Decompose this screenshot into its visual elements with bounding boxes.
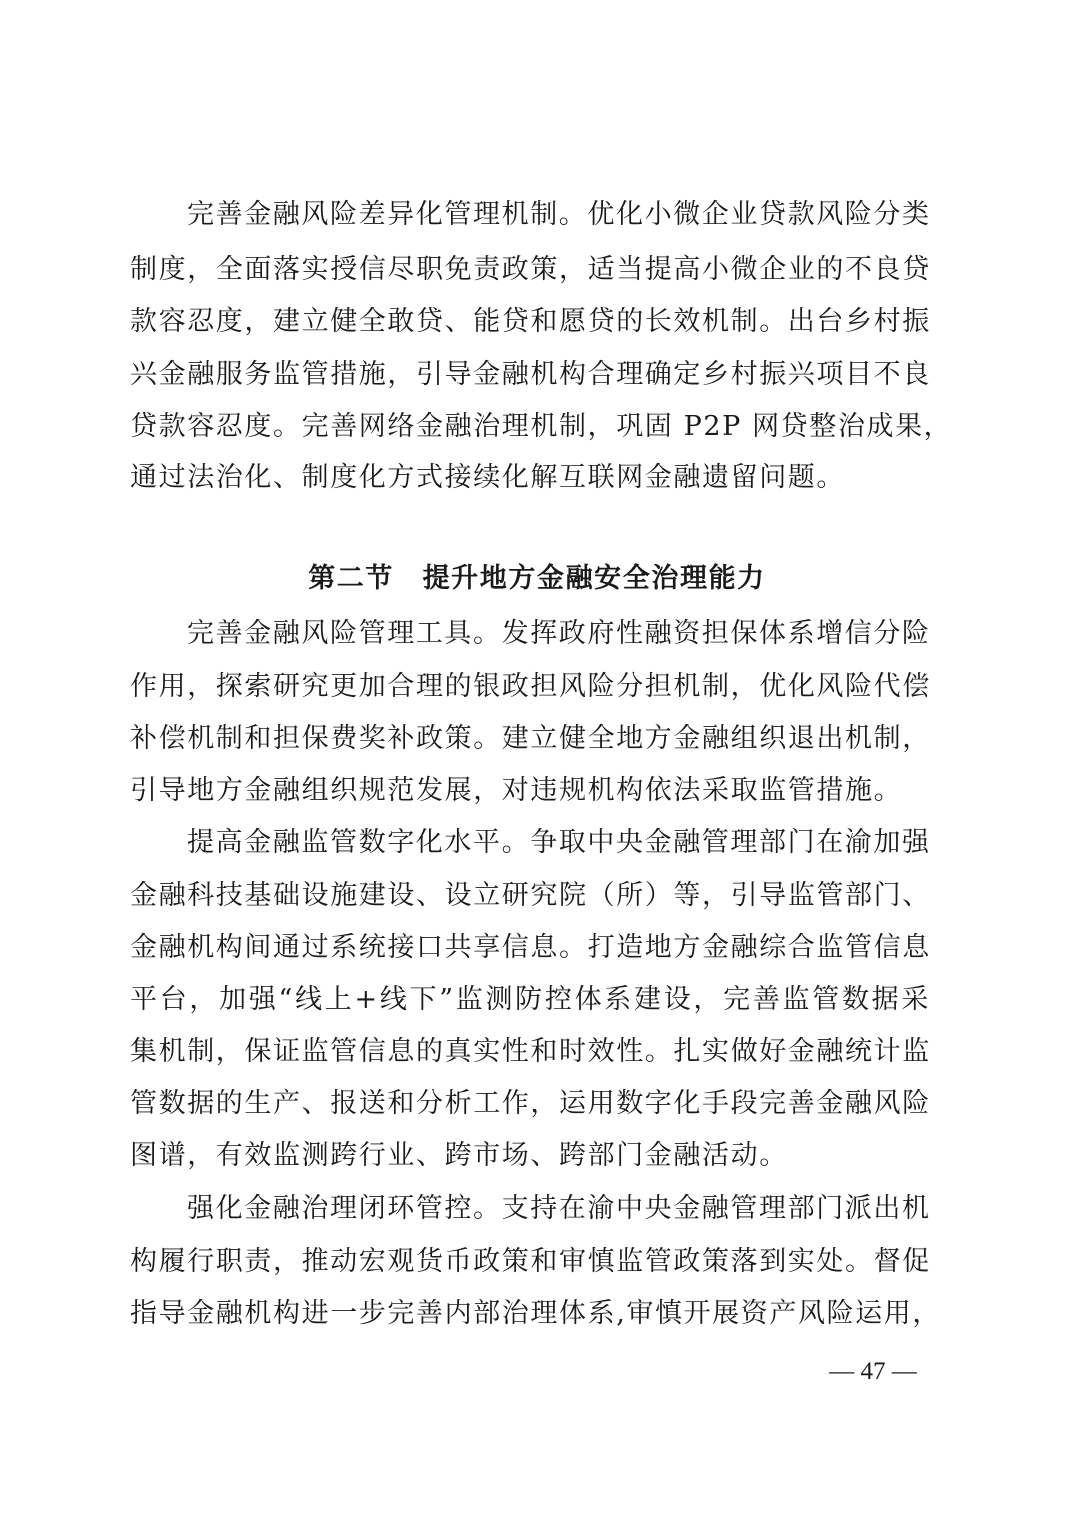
paragraph-3-line-6: 管数据的生产、报送和分析工作，运用数字化手段完善金融风险 <box>130 1088 931 1119</box>
paragraph-2-line-2: 作用，探索研究更加合理的银政担风险分担机制，优化风险代偿 <box>130 671 931 702</box>
paragraph-2-line-1: 完善金融风险管理工具。发挥政府性融资担保体系增信分险 <box>187 618 931 649</box>
paragraph-3-line-7: 图谱，有效监测跨行业、跨市场、跨部门金融活动。 <box>130 1140 788 1171</box>
paragraph-2-line-3: 补偿机制和担保费奖补政策。建立健全地方金融组织退出机制， <box>130 723 931 754</box>
paragraph-3-line-4: 平台，加强“线上+线下”监测防控体系建设，完善监管数据采 <box>130 984 930 1015</box>
paragraph-1-line-4: 兴金融服务监管措施，引导金融机构合理确定乡村振兴项目不良 <box>130 359 931 390</box>
paragraph-4-line-3: 指导金融机构进一步完善内部治理体系,审慎开展资产风险运用， <box>130 1298 941 1329</box>
paragraph-1-line-2: 制度，全面落实授信尽职免责政策，适当提高小微企业的不良贷 <box>130 254 931 285</box>
paragraph-4-line-2: 构履行职责，推动宏观货币政策和审慎监管政策落到实处。督促 <box>130 1246 931 1277</box>
paragraph-1-line-1: 完善金融风险差异化管理机制。优化小微企业贷款风险分类 <box>187 199 931 230</box>
paragraph-1-line-3: 款容忍度，建立健全敢贷、能贷和愿贷的长效机制。出台乡村振 <box>130 306 931 337</box>
paragraph-1-line-6: 通过法治化、制度化方式接续化解互联网金融遗留问题。 <box>130 462 845 493</box>
paragraph-4-line-1: 强化金融治理闭环管控。支持在渝中央金融管理部门派出机 <box>187 1193 931 1224</box>
paragraph-3-line-2: 金融科技基础设施建设、设立研究院（所）等，引导监管部门、 <box>130 880 931 911</box>
paragraph-3-line-3: 金融机构间通过系统接口共享信息。打造地方金融综合监管信息 <box>130 932 931 963</box>
paragraph-2-line-4: 引导地方金融组织规范发展，对违规机构依法采取监管措施。 <box>130 775 903 806</box>
paragraph-3-line-1: 提高金融监管数字化水平。争取中央金融管理部门在渝加强 <box>187 827 931 858</box>
page-number: — 47 — <box>829 1358 917 1385</box>
section-heading: 第二节 提升地方金融安全治理能力 <box>308 563 766 594</box>
paragraph-3-line-5: 集机制，保证监管信息的真实性和时效性。扎实做好金融统计监 <box>130 1036 931 1067</box>
paragraph-1-line-5: 贷款容忍度。完善网络金融治理机制，巩固 P2P 网贷整治成果， <box>130 411 953 442</box>
